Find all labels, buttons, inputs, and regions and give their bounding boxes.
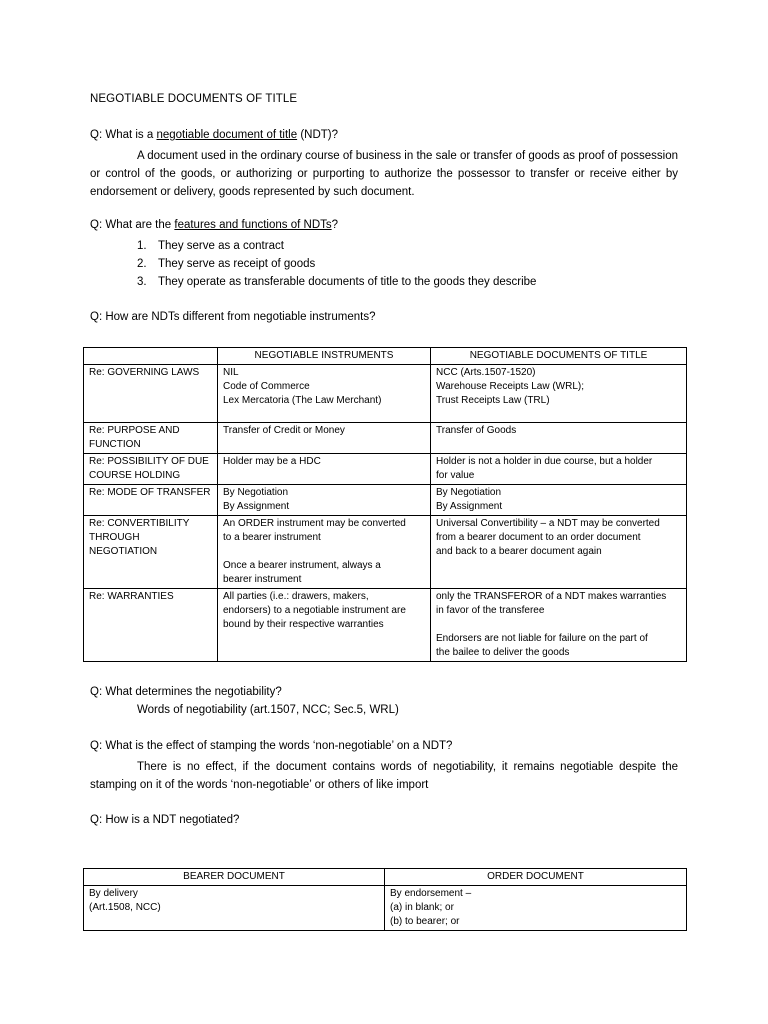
row-label-cell: [84, 454, 218, 485]
question-2-suffix: ?: [331, 219, 339, 231]
ndt-cell: [431, 454, 687, 485]
cell-line: (a) in blank; or: [390, 902, 454, 913]
cell-line: Holder may be a HDC: [223, 456, 321, 467]
list-item-text: They operate as transferable documents of title to the goods they describe: [158, 276, 537, 288]
cell-line: Transfer of Credit or Money: [223, 425, 345, 436]
table-header-cell: BEARER DOCUMENT: [84, 869, 385, 886]
table-header-cell: ORDER DOCUMENT: [385, 869, 687, 886]
cell-line: Re: CONVERTIBILITY: [89, 518, 190, 529]
cell-line: Re: WARRANTIES: [89, 591, 174, 602]
cell-line: NCC (Arts.1507-1520): [436, 367, 536, 378]
row-label-cell: [84, 365, 218, 423]
question-5: Q: What is the effect of stamping the words ‘non-negotiable’ on a NDT?: [90, 740, 453, 752]
table-row: [84, 423, 687, 454]
question-1-suffix: (NDT)?: [297, 129, 339, 141]
cell-line: Re: PURPOSE AND: [89, 425, 180, 436]
table-row: [84, 485, 687, 516]
document-title: NEGOTIABLE DOCUMENTS OF TITLE: [90, 93, 298, 105]
cell-line: By Negotiation: [223, 487, 289, 498]
question-2: [90, 219, 338, 231]
question-1: [90, 129, 338, 141]
question-1-term: negotiable document of title: [156, 129, 298, 141]
cell-line: Re: MODE OF TRANSFER: [89, 487, 211, 498]
cell-line: Trust Receipts Law (TRL): [436, 395, 550, 406]
ndt-cell: [431, 485, 687, 516]
table-header-cell: [84, 348, 218, 365]
table-header-cell: NEGOTIABLE INSTRUMENTS: [218, 348, 431, 365]
answer-1: A document used in the ordinary course of business in the sale or transfer of goods as proof of possession or control of the goods, or authorizing or purporting to authorize the possessor to transfer or receive either by endorsement or delivery, goods represented by such document.: [90, 150, 678, 198]
cell-line: An ORDER instrument may be converted: [223, 518, 406, 529]
ndt-cell: [431, 589, 687, 662]
cell-line: All parties (i.e.: drawers, makers,: [223, 591, 369, 602]
list-item-number: 1.: [137, 240, 147, 252]
row-label-cell: [84, 516, 218, 589]
ni-cell: [218, 454, 431, 485]
cell-line: Warehouse Receipts Law (WRL);: [436, 381, 585, 392]
cell-line: to a bearer instrument: [223, 532, 321, 543]
list-item: [137, 237, 536, 255]
cell-line: (Art.1508, NCC): [89, 902, 161, 913]
cell-line: By endorsement –: [390, 888, 472, 899]
cell-line: Once a bearer instrument, always a: [223, 560, 381, 571]
ni-cell: [218, 485, 431, 516]
cell-line: from a bearer document to an order document: [436, 532, 641, 543]
cell-line: bearer instrument: [223, 574, 302, 585]
table-header-row: [84, 348, 687, 365]
ndt-cell: [431, 423, 687, 454]
cell-line: By Assignment: [436, 501, 503, 512]
list-item-number: 2.: [137, 258, 147, 270]
question-1-prefix: Q: What is a: [90, 129, 157, 141]
list-item-text: They serve as receipt of goods: [158, 258, 316, 270]
cell-line: Universal Convertibility – a NDT may be converted: [436, 518, 660, 529]
row-label-cell: [84, 423, 218, 454]
table-row: [84, 886, 687, 931]
ndt-cell: [431, 516, 687, 589]
cell-line: By Negotiation: [436, 487, 502, 498]
features-list: [137, 237, 536, 291]
cell-line: and back to a bearer document again: [436, 546, 602, 557]
cell-line: bound by their respective warranties: [223, 619, 384, 630]
order-cell: [385, 886, 687, 931]
list-item: [137, 255, 536, 273]
row-label-cell: [84, 589, 218, 662]
cell-line: COURSE HOLDING: [89, 470, 181, 481]
paragraph-gap: [223, 545, 425, 559]
question-2-term: features and functions of NDTs: [174, 219, 332, 231]
answer-4: Words of negotiability (art.1507, NCC; Sec.5, WRL): [137, 704, 399, 716]
ni-cell: [218, 423, 431, 454]
list-item: [137, 273, 536, 291]
row-label-cell: [84, 485, 218, 516]
cell-line: By delivery: [89, 888, 138, 899]
cell-line: Re: POSSIBILITY OF DUE: [89, 456, 209, 467]
bearer-cell: [84, 886, 385, 931]
question-4: Q: What determines the negotiability?: [90, 686, 282, 698]
question-6: Q: How is a NDT negotiated?: [90, 814, 240, 826]
cell-line: Code of Commerce: [223, 381, 310, 392]
cell-line: for value: [436, 470, 475, 481]
cell-line: Endorsers are not liable for failure on the part of: [436, 633, 648, 644]
cell-line: Transfer of Goods: [436, 425, 517, 436]
comparison-table: [83, 347, 687, 662]
paragraph-gap: [436, 618, 681, 632]
cell-line: (b) to bearer; or: [390, 916, 460, 927]
list-item-number: 3.: [137, 276, 147, 288]
table-header-cell: NEGOTIABLE DOCUMENTS OF TITLE: [431, 348, 687, 365]
cell-line: only the TRANSFEROR of a NDT makes warranties: [436, 591, 667, 602]
question-2-prefix: Q: What are the: [90, 219, 175, 231]
cell-line: By Assignment: [223, 501, 290, 512]
ndt-cell: [431, 365, 687, 423]
cell-line: FUNCTION: [89, 439, 141, 450]
table-header-row: [84, 869, 687, 886]
cell-line: endorsers) to a negotiable instrument are: [223, 605, 406, 616]
table-row: [84, 589, 687, 662]
cell-line: the bailee to deliver the goods: [436, 647, 570, 658]
list-item-text: They serve as a contract: [158, 240, 284, 252]
cell-line: Re: GOVERNING LAWS: [89, 367, 200, 378]
cell-line: NEGOTIATION: [89, 546, 158, 557]
table-row: [84, 516, 687, 589]
table-row: [84, 454, 687, 485]
cell-line: Holder is not a holder in due course, but a holder: [436, 456, 653, 467]
cell-line: NIL: [223, 367, 239, 378]
ni-cell: [218, 516, 431, 589]
cell-line: Lex Mercatoria (The Law Merchant): [223, 395, 382, 406]
negotiation-table: [83, 868, 687, 931]
ni-cell: [218, 589, 431, 662]
question-3: Q: How are NDTs different from negotiable instruments?: [90, 311, 376, 323]
table-row: [84, 365, 687, 423]
cell-line: in favor of the transferee: [436, 605, 545, 616]
answer-5: There is no effect, if the document contains words of negotiability, it remains negotiable despite the stamping on it of the words ‘non-negotiable’ or others of like import: [90, 761, 678, 791]
cell-line: THROUGH: [89, 532, 140, 543]
ni-cell: [218, 365, 431, 423]
